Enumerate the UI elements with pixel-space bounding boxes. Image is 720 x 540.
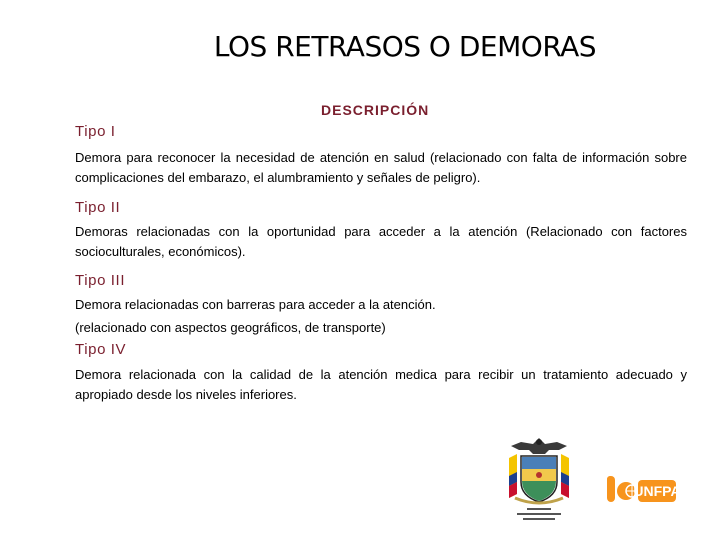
tipo-4-description: Demora relacionada con la calidad de la atención medica para recibir un tratamiento adecuado y apropiado desde los niveles inferiores. [75, 367, 687, 402]
tipo-3-description-line1: Demora relacionadas con barreras para acceder a la atención. [75, 297, 436, 312]
tipo-1-description: Demora para reconocer la necesidad de atención en salud (relacionado con falta de información sobre complicaciones del embarazo, el alumbramiento y señales de peligro). [75, 150, 687, 185]
tipo-3-description-line2: (relacionado con aspectos geográficos, de transporte) [75, 320, 386, 335]
unfpa-logo [606, 470, 706, 512]
unfpa-logo-text: UNFPA [633, 483, 681, 499]
tipo-2-description: Demoras relacionadas con la oportunidad para acceder a la atención (Relacionado con factores socioculturales, económicos). [75, 224, 687, 259]
colombia-coat-of-arms-logo [503, 436, 575, 524]
tipo-4-label: Tipo IV [75, 341, 127, 358]
slide-title: LOS RETRASOS O DEMORAS [213, 30, 597, 63]
tipo-1-label: Tipo I [75, 123, 116, 140]
tipo-3-label: Tipo III [75, 272, 126, 289]
subtitle-descripcion: DESCRIPCIÓN [321, 102, 430, 118]
tipo-2-label: Tipo II [75, 199, 121, 216]
